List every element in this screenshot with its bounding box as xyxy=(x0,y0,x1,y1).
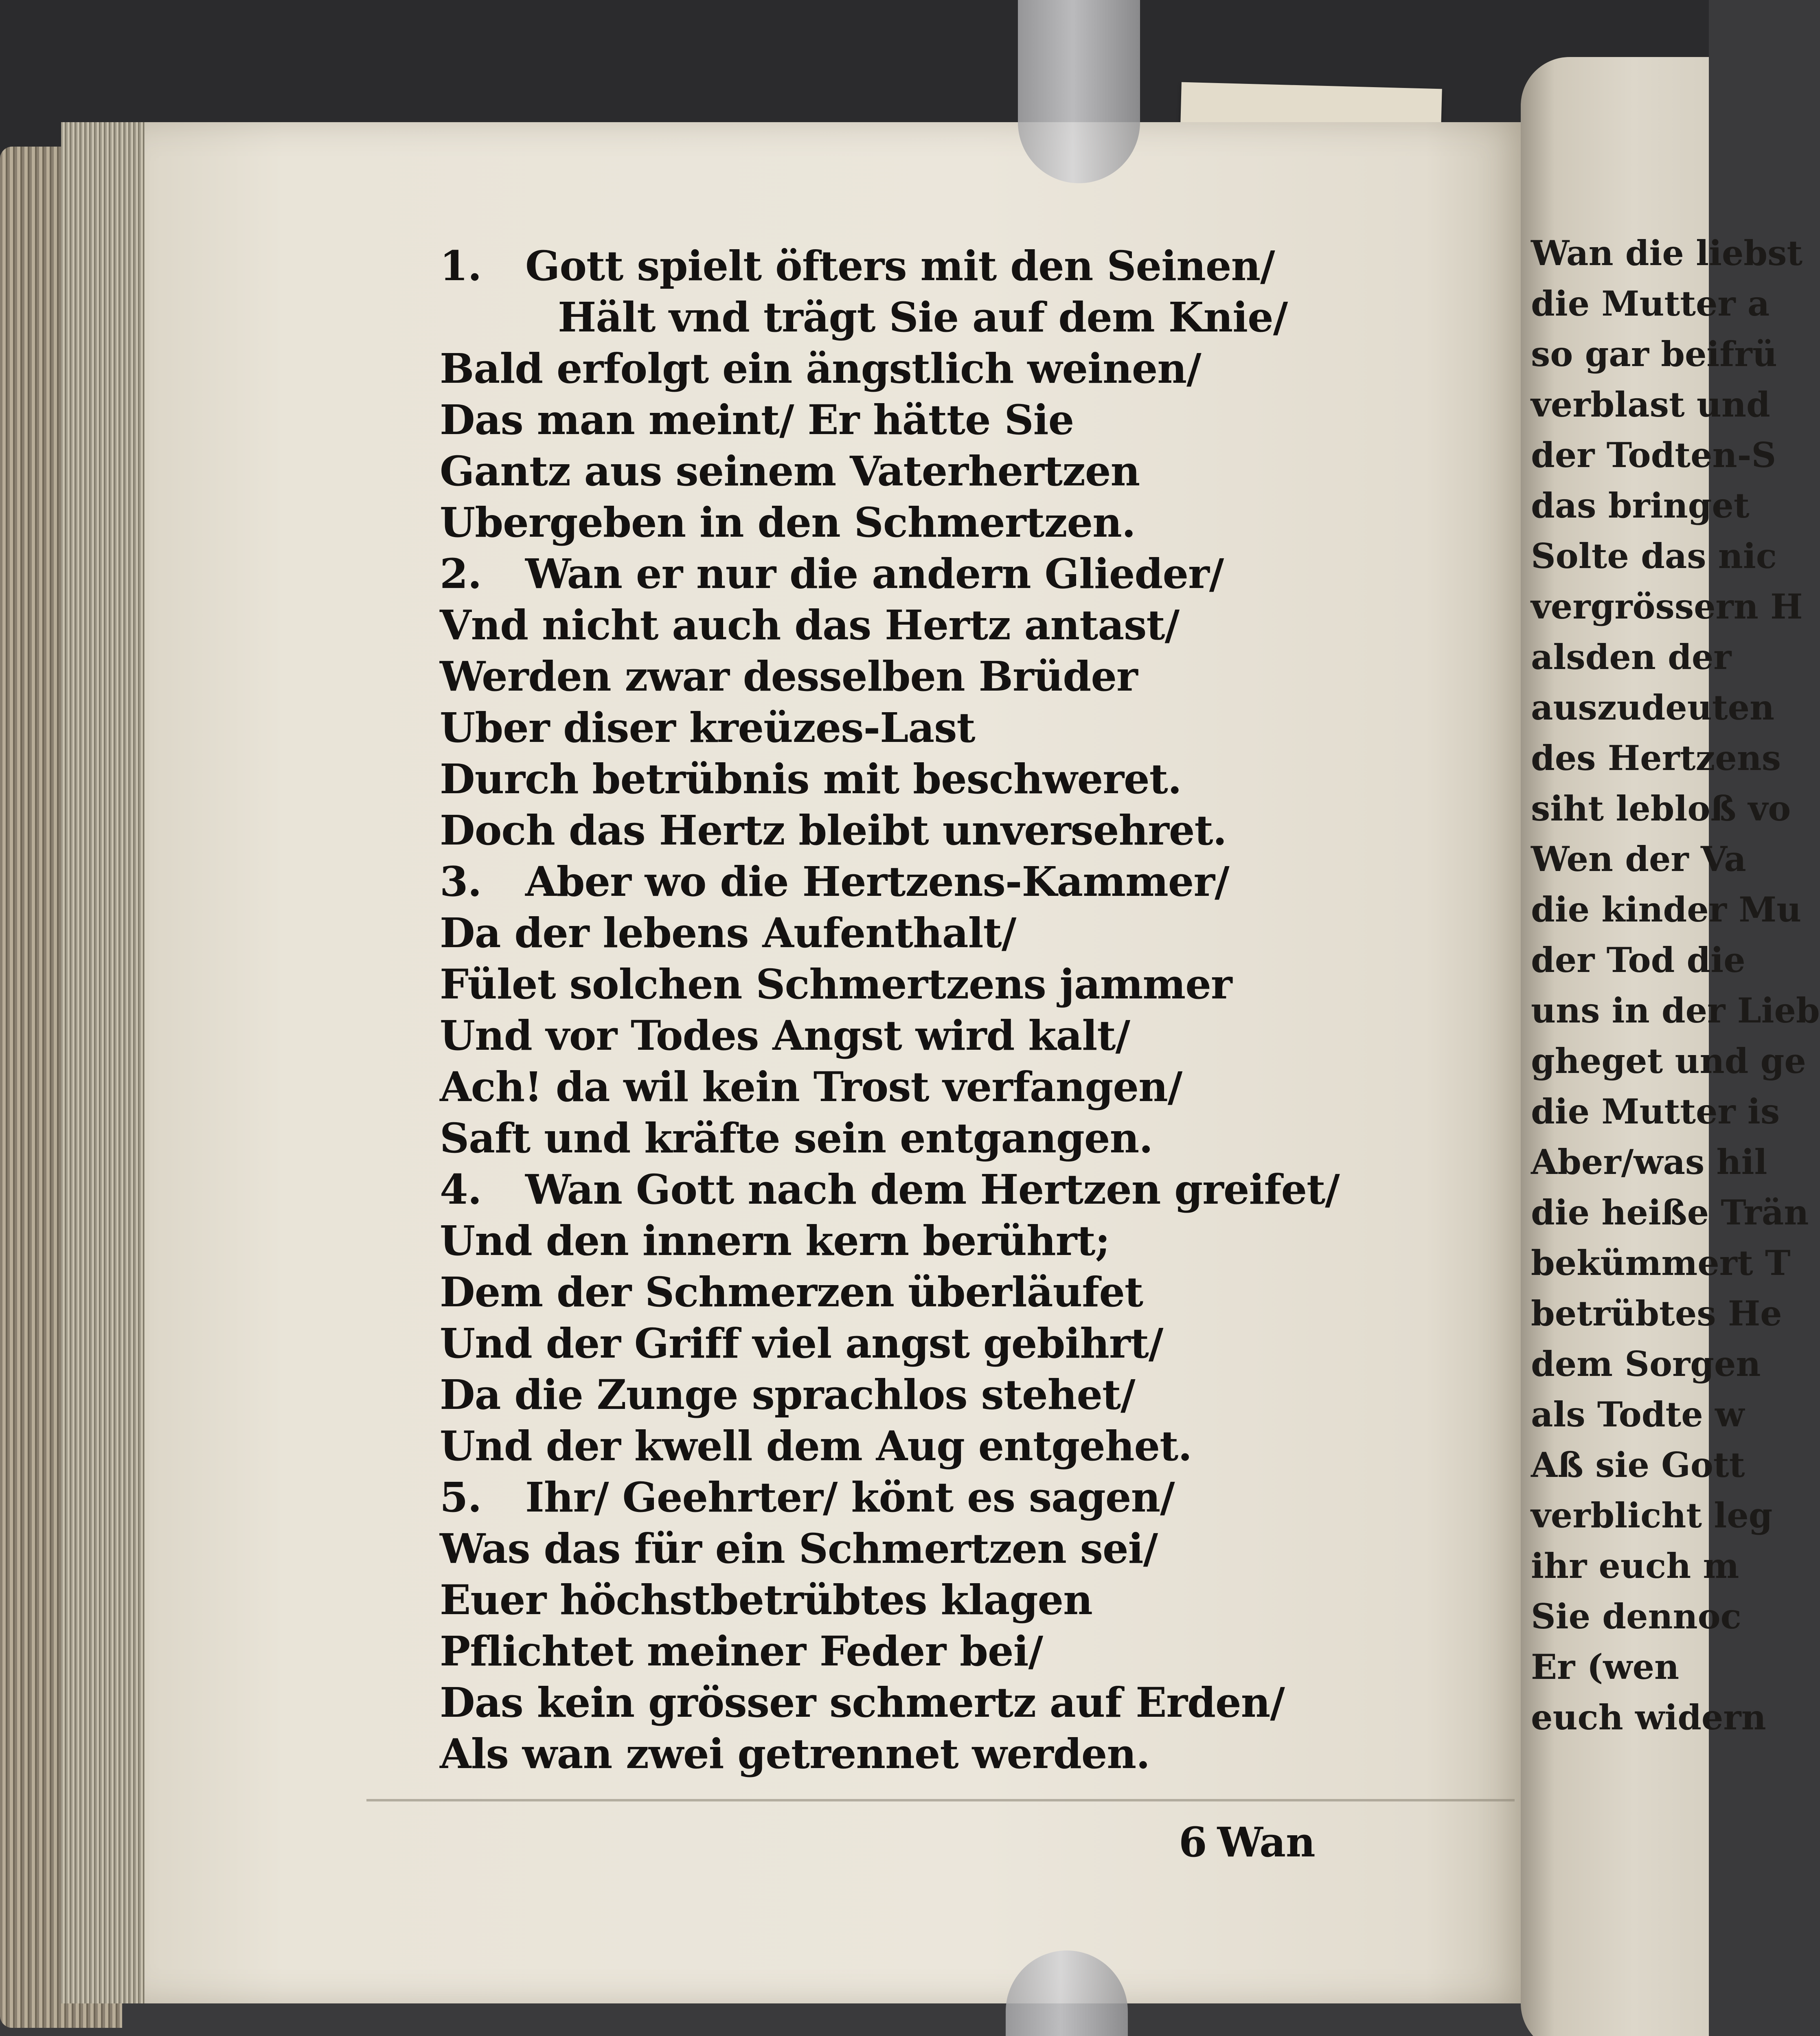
poem-line xyxy=(440,292,1376,343)
poem-line-text: Ihr/ Geehrter/ könt es sagen/ xyxy=(525,1473,1175,1521)
poem-line xyxy=(440,1523,1376,1574)
facing-page-line: so gar beifrü xyxy=(1531,334,1777,374)
facing-page-line: die Mutter is xyxy=(1531,1091,1780,1132)
page-rule xyxy=(366,1799,1515,1801)
catchword-number: 6 xyxy=(1179,1818,1207,1866)
poem-line xyxy=(440,1574,1376,1626)
poem-line-text: Dem der Schmerzen überläufet xyxy=(440,1268,1143,1316)
glass-clip-top xyxy=(1018,0,1140,183)
poem-line xyxy=(440,805,1376,856)
poem-line xyxy=(440,1112,1376,1164)
poem-line xyxy=(440,1369,1376,1420)
poem-line-text: Pflichtet meiner Feder bei/ xyxy=(440,1627,1043,1675)
poem-line-text: Gantz aus seinem Vaterhertzen xyxy=(440,447,1140,495)
facing-page-line: bekümmert T xyxy=(1531,1243,1791,1283)
facing-page-line: ihr euch m xyxy=(1531,1546,1739,1586)
facing-page-line: Aß sie Gott xyxy=(1531,1445,1745,1485)
poem-line xyxy=(440,1010,1376,1061)
poem-line-text: Ach! da wil kein Trost verfangen/ xyxy=(440,1063,1182,1111)
facing-page-text xyxy=(1531,228,1820,1743)
facing-page-line: Wen der Va xyxy=(1531,839,1746,879)
poem-line xyxy=(440,1472,1376,1523)
facing-page-line: der Tod die xyxy=(1531,940,1745,980)
facing-page-line: dem Sorgen xyxy=(1531,1344,1761,1384)
poem-line xyxy=(440,1626,1376,1677)
poem-line-text: Ubergeben in den Schmertzen. xyxy=(440,498,1136,546)
facing-page-line: gheget und ge xyxy=(1531,1041,1806,1081)
poem-line xyxy=(440,1677,1376,1728)
facing-page-line: Aber/was hil xyxy=(1531,1142,1767,1182)
poem-line-text: Bald erfolgt ein ängstlich weinen/ xyxy=(440,344,1201,393)
facing-page-line: vergrössern H xyxy=(1531,586,1803,627)
poem-line xyxy=(440,959,1376,1010)
poem-line-text: Vnd nicht auch das Hertz antast/ xyxy=(440,601,1180,649)
poem-body xyxy=(440,240,1376,1779)
poem-line-text: Das man meint/ Er hätte Sie xyxy=(440,396,1074,444)
facing-page-line: verblicht leg xyxy=(1531,1495,1773,1536)
poem-line-text: Das kein grösser schmertz auf Erden/ xyxy=(440,1678,1285,1727)
poem-line-text: Euer höchstbetrübtes klagen xyxy=(440,1576,1092,1624)
poem-line xyxy=(440,1318,1376,1369)
poem-line xyxy=(440,1420,1376,1472)
poem-line xyxy=(440,1266,1376,1318)
facing-page-line: betrübtes He xyxy=(1531,1293,1782,1334)
facing-page-line: auszudeuten xyxy=(1531,687,1775,728)
facing-page-line: des Hertzens xyxy=(1531,738,1781,778)
facing-page-line: euch widern xyxy=(1531,1697,1766,1738)
poem-line xyxy=(440,651,1376,702)
poem-line xyxy=(440,240,1376,292)
poem-line-text: Da der lebens Aufenthalt/ xyxy=(440,909,1016,957)
poem-line-text: Saft und kräfte sein entgangen. xyxy=(440,1114,1153,1162)
poem-line xyxy=(440,599,1376,651)
poem-line xyxy=(440,753,1376,805)
poem-line-text: Und vor Todes Angst wird kalt/ xyxy=(440,1011,1130,1060)
facing-page-line: Solte das nic xyxy=(1531,536,1777,576)
poem-line-text: Was das für ein Schmertzen sei/ xyxy=(440,1525,1158,1573)
facing-page-line: die Mutter a xyxy=(1531,283,1770,324)
stanza-number: 1. xyxy=(440,242,482,290)
poem-line-text: Fület solchen Schmertzens jammer xyxy=(440,960,1232,1008)
facing-page-line: die heiße Trän xyxy=(1531,1192,1809,1233)
poem-line xyxy=(440,907,1376,959)
poem-line-text: Als wan zwei getrennet werden. xyxy=(440,1730,1150,1778)
poem-line-text: Wan Gott nach dem Hertzen greifet/ xyxy=(525,1165,1340,1213)
facing-page-line: das bringet xyxy=(1531,485,1750,526)
poem-line-text: Gott spielt öfters mit den Seinen/ xyxy=(525,242,1275,290)
poem-line xyxy=(440,343,1376,394)
stanza-number: 2. xyxy=(440,550,482,598)
poem-line-text: Doch das Hertz bleibt unversehret. xyxy=(440,806,1227,854)
poem-line-text: Durch betrübnis mit beschweret. xyxy=(440,755,1182,803)
catchword-text: Wan xyxy=(1217,1818,1316,1866)
poem-line-text: Hält vnd trägt Sie auf dem Knie/ xyxy=(558,293,1288,341)
poem-line xyxy=(440,1164,1376,1215)
catchword xyxy=(1179,1818,1316,1866)
poem-line-text: Da die Zunge sprachlos stehet/ xyxy=(440,1371,1135,1419)
facing-page-line: als Todte w xyxy=(1531,1394,1745,1435)
poem-line-text: Wan er nur die andern Glieder/ xyxy=(525,550,1224,598)
poem-line xyxy=(440,394,1376,445)
poem-line-text: Aber wo die Hertzens-Kammer/ xyxy=(525,858,1229,906)
stanza-number: 3. xyxy=(440,858,482,906)
poem-line xyxy=(440,856,1376,907)
facing-page-line: die kinder Mu xyxy=(1531,889,1802,930)
facing-page-line: Wan die liebst xyxy=(1531,233,1803,273)
poem-line xyxy=(440,548,1376,599)
facing-page-line: Sie dennoc xyxy=(1531,1596,1741,1637)
facing-page-line: Er (wen xyxy=(1531,1647,1680,1687)
facing-page-line: alsden der xyxy=(1531,637,1732,677)
facing-page-line: uns in der Lieb xyxy=(1531,990,1820,1031)
stanza-number: 5. xyxy=(440,1473,482,1521)
poem-line xyxy=(440,497,1376,548)
poem-line-text: Uber diser kreüzes-Last xyxy=(440,704,975,752)
poem-line xyxy=(440,1215,1376,1266)
poem-line-text: Und der kwell dem Aug entgehet. xyxy=(440,1422,1192,1470)
poem-line xyxy=(440,445,1376,497)
poem-line xyxy=(440,1728,1376,1779)
poem-line-text: Werden zwar desselben Brüder xyxy=(440,652,1138,700)
page-stack-edge xyxy=(61,122,151,2003)
facing-page-line: verblast und xyxy=(1531,384,1770,425)
poem-line xyxy=(440,702,1376,753)
facing-page-line: der Todten-S xyxy=(1531,435,1776,475)
facing-page-line: siht lebloß vo xyxy=(1531,788,1791,829)
stanza-number: 4. xyxy=(440,1165,482,1213)
poem-line-text: Und den innern kern berührt; xyxy=(440,1217,1110,1265)
poem-line xyxy=(440,1061,1376,1112)
poem-line-text: Und der Griff viel angst gebihrt/ xyxy=(440,1319,1163,1367)
